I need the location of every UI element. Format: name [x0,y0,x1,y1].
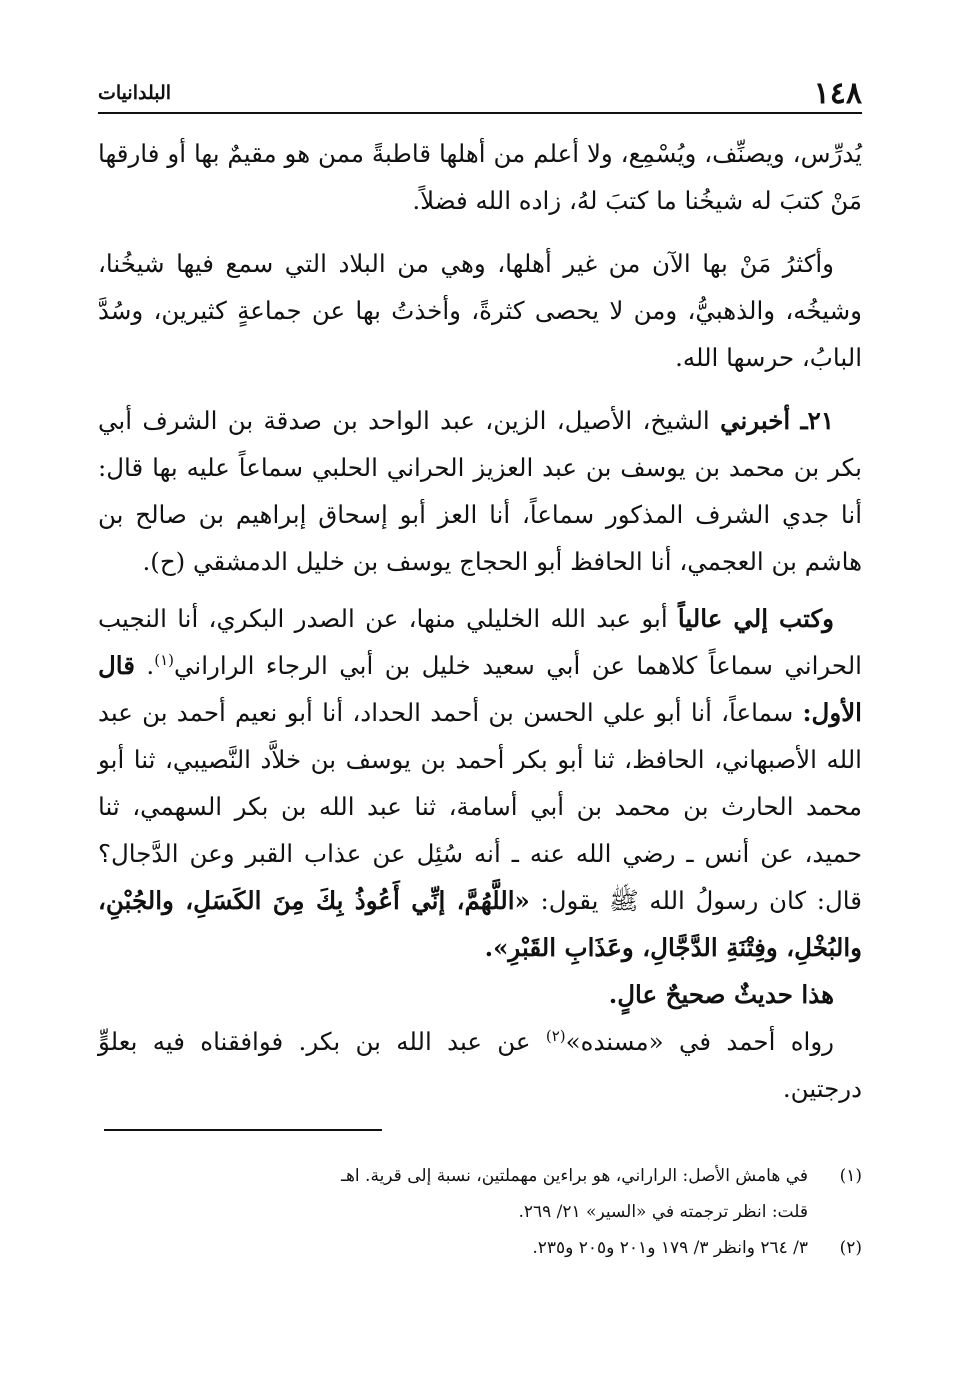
footnote-ref-2[interactable]: (٢) [545,1026,566,1045]
footnote-separator [104,1129,382,1131]
footnote-1 [98,1158,862,1194]
p4-text-a: أبو عبد الله الخليلي منها، عن الصدر البكري، أنا النجيب الحراني سماعاً كلاهما عن أبي سعيد خليل بن أبي الرجاء الراراني [98,604,862,680]
p4-text-b: . [146,651,155,680]
entry-lead-word: أخبرني [720,406,791,435]
paragraph-2: وأكثرُ مَنْ بها الآن من غير أهلها، وهي من البلاد التي سمع فيها شيخُنا، وشيخُه، والذهبيُّ، ومن لا يحصى كثرةً، وأخذتُ بها عن جماعةٍ كثيرين، وسُدَّ البابُ، حرسها الله. [98,249,862,372]
hadith-matn: «اللَّهُمَّ، إنِّي أَعُوذُ بِكَ مِنَ الكَسَلِ، والجُبْنِ، والبُخْلِ، وفِتْنَةِ الدَّجَّالِ، وعَذَابِ القَبْرِ». [98,886,862,962]
paragraph-5: هذا حديثٌ صحيحٌ عالٍ. [608,980,834,1009]
entry-isnad: الشيخ، الأصيل، الزين، عبد الواحد بن صدقة بن الشرف أبي بكر بن محمد بن يوسف بن عبد العزيز الحراني الحلبي سماعاً عليه بها قال: أنا جدي الشرف المذكور سماعاً، أنا العز أبو إسحاق إبراهيم بن صالح بن هاشم بن العجمي، أنا الحافظ أبو الحجاج يوسف بن خليل الدمشقي (ح). [98,406,862,576]
footnote-number: (١) [839,1166,862,1186]
hadith-entry-21 [98,397,862,585]
footnote-text: ٣/ ٢٦٤ وانظر ٣/ ١٧٩ و٢٠١ و٢٠٥ و٢٣٥. [532,1238,808,1258]
footnote-1-continuation: قلت: انظر ترجمته في «السير» ٢١/ ٢٦٩. [518,1202,808,1222]
p6-text-a: رواه أحمد في «مسنده» [565,1027,834,1056]
footnote-number: (٢) [839,1238,862,1258]
paragraph-1: يُدرِّس، ويصنِّف، ويُسْمِع، ولا أعلم من أهلها قاطبةً ممن هو مقيمٌ بها أو فارقها مَنْ كتبَ له شيخُنا ما كتبَ لهُ، زاده الله فضلاً. [98,139,862,215]
running-title: البلدانيات [98,82,172,104]
page-header [98,72,862,114]
footnote-2 [98,1230,862,1266]
p4-text-c: سماعاً، أنا أبو علي الحسن بن أحمد الحداد، أنا أبو نعيم أحمد بن عبد الله الأصبهاني، الحافظ، ثنا أبو بكر أحمد بن يوسف بن خلاَّد النَّصيبي، ثنا أبو محمد الحارث بن محمد بن أبي أسامة، ثنا عبد الله بن بكر السهمي، ثنا حميد، عن أنس ـ رضي الله عنه ـ أنه سُئِل عن عذاب القبر وعن الدَّجال؟ قال: كان رسولُ الله ﷺ يقول: [98,698,862,915]
p4-lead-2: قال الأول: [98,651,862,727]
page-number: ١٤٨ [813,76,862,111]
p6-text-b: عن عبد الله بن بكر. فوافقناه فيه بعلوٍّ درجتين. [98,1027,862,1103]
main-text [98,130,862,1112]
footnote-text: في هامش الأصل: الراراني، هو براءين مهملتين، نسبة إلى قرية. اهـ [340,1166,808,1186]
footnote-ref-1[interactable]: (١) [154,650,174,669]
paragraph-4 [98,595,862,971]
footnotes [98,1158,862,1266]
paragraph-6 [98,1018,862,1112]
entry-number: ٢١ـ [800,406,834,435]
p4-lead: وكتب إلي عالياً [677,604,834,633]
